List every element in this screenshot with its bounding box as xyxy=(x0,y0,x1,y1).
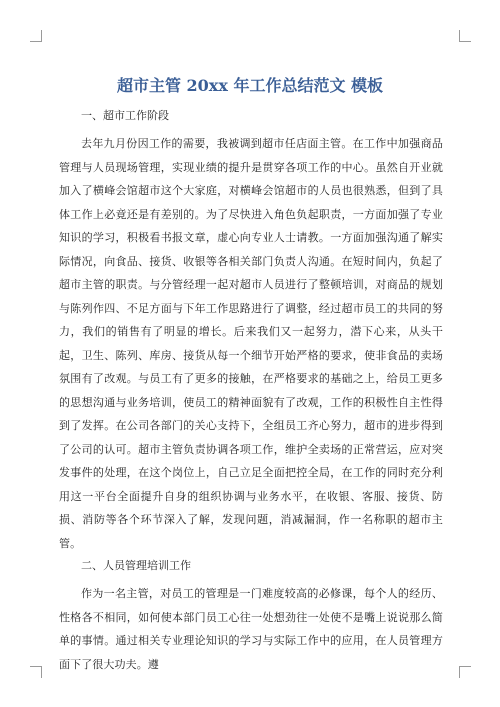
page-corner-mark xyxy=(459,666,471,678)
section-heading: 一、超市工作阶段 xyxy=(81,109,169,122)
document-title: 超市主管 20xx 年工作总结范文 模板 xyxy=(116,75,384,95)
section-paragraph: 去年九月份因工作的需要，我被调到超市任店面主管。在工作中加强商品管理与人员现场管理，实现业绩的提升是贯穿各项工作的中心。虽然自开业就加入了横峰会馆超市这个大家庭，对横峰会馆超市的人员也很熟悉，但到了具体工作上必竟还是有差别的。为了尽快进入角色负起职责，一方面加强了专业知识的学习，积极看书报文章，虚心向专业人士请教。一方面加强沟通了解实际情况，向食品、接货、收银等各相关部门负责人沟通。在短时间内，负起了超市主管的职责。与分管经理一起对超市人员进行了整顿培训，对商品的规划与陈列作四、不足方面与下年工作思路进行了调整，经过超市员工的共同的努力，我们的销售有了明显的增长。后来我们又一起努力，潜下心来，从头干起，卫生、陈列、库房、接货从每一个细节开始严格的要求，使非食品的卖场氛围有了改观。与员工有了更多的接触，在严格要求的基础之上，给员工更多的思想沟通与业务培训，使员工的精神面貌有了改观，工作的积极性自主性得到了发挥。在公司各部门的关心支持下，全组员工齐心努力，超市的进步得到了公司的认可。超市主管负责协调各项工作，维护全卖场的正常营运，应对突发事件的处理，在这个岗位上，自己立足全面把控全局，在工作的同时充分利用这一平台全面提升自身的组织协调与业务水平，在收银、客服、接货、防损、消防等各个环节深入了解，发现问题，消减漏洞，作一名称职的超市主管。 xyxy=(59,137,443,550)
page-corner-mark xyxy=(459,30,471,42)
page-corner-mark xyxy=(30,666,42,678)
section-heading: 二、人员管理培训工作 xyxy=(81,559,191,572)
page-corner-mark xyxy=(30,30,42,42)
document-body xyxy=(59,108,443,676)
section-paragraph: 作为一名主管，对员工的管理是一门难度较高的必修课，每个人的经历、性格各不相同，如何使本部门员工心往一处想劲往一处使不是嘴上说说那么简单的事情。通过相关专业理论知识的学习与实际工作中的应用，在人员管理方面下了很大功夫。遵 xyxy=(59,587,443,671)
